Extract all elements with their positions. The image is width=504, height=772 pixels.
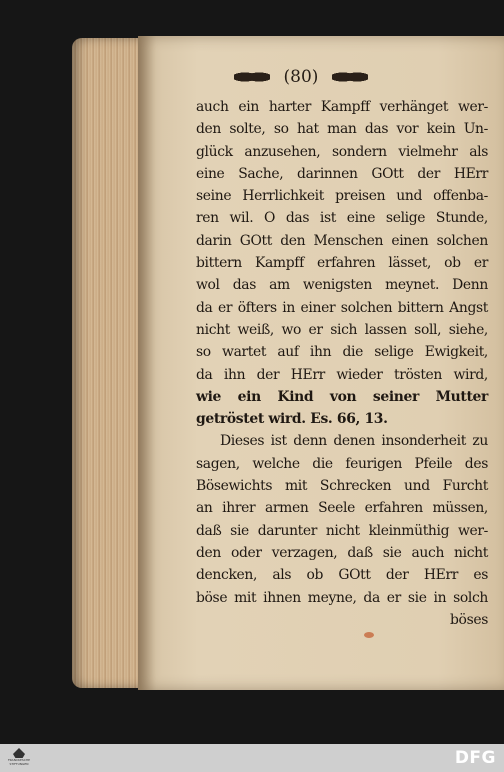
text-line: böse mit ihnen meyne, da er sie in solch <box>196 589 488 606</box>
body-text <box>196 96 488 631</box>
text-line: glück anzusehen, sondern vielmehr als <box>196 143 488 160</box>
text-line-emphasis: getröstet wird. Es. 66, 13. <box>196 411 388 428</box>
catchword: böses <box>450 611 488 628</box>
logo-caption: FRANCKESCHE STIFTUNGEN <box>7 758 31 766</box>
text-line: da ihn der HErr wieder trösten wird, <box>196 366 488 383</box>
text-line: ren wil. O das ist eine selige Stunde, <box>196 210 488 227</box>
text-line: an ihrer armen Seele erfahren müssen, <box>196 500 488 517</box>
text-line: da er öfters in einer solchen bittern Angst <box>196 299 488 316</box>
text-line: daß sie darunter nicht kleinmüthig wer- <box>196 522 488 539</box>
text-line: so wartet auf ihn die selige Ewigkeit, <box>196 344 488 361</box>
paragraph-start-line: Dieses ist denn denen insonderheit zu <box>220 433 488 450</box>
text-line: dencken, als ob GOtt der HErr es <box>196 567 488 584</box>
dfg-logo[interactable]: DFG <box>454 748 496 768</box>
text-line: darin GOtt den Menschen einen solchen <box>196 232 488 249</box>
text-line: eine Sache, darinnen GOtt der HErr <box>196 165 488 182</box>
page-edges <box>72 38 142 688</box>
text-line: bittern Kampff erfahren lässet, ob er <box>196 255 488 272</box>
institution-logo[interactable] <box>6 746 32 770</box>
page-header <box>186 66 416 94</box>
text-line: Bösewichts mit Schrecken und Furcht <box>196 478 488 495</box>
text-line: seine Herrlichkeit preisen und offenba- <box>196 188 488 205</box>
text-line: den oder verzagen, daß sie auch nicht <box>196 544 488 561</box>
text-line: nicht weiß, wo er sich lassen soll, siehe, <box>196 321 488 338</box>
text-line: sagen, welche die feurigen Pfeile des <box>196 455 488 472</box>
text-line: wol das am wenigsten meynet. Denn <box>196 277 488 294</box>
ornament-left-icon <box>234 68 270 86</box>
page-number: (80) <box>283 66 319 87</box>
text-line: auch ein harter Kampff verhänget wer- <box>196 99 488 115</box>
text-line-emphasis: wie ein Kind von seiner Mutter <box>196 388 488 405</box>
text-line: den solte, so hat man das vor kein Un- <box>196 121 488 138</box>
institution-logo-icon <box>13 748 25 758</box>
ornament-right-icon <box>332 68 368 86</box>
viewer-footer <box>0 744 504 772</box>
ink-stain <box>364 632 374 638</box>
